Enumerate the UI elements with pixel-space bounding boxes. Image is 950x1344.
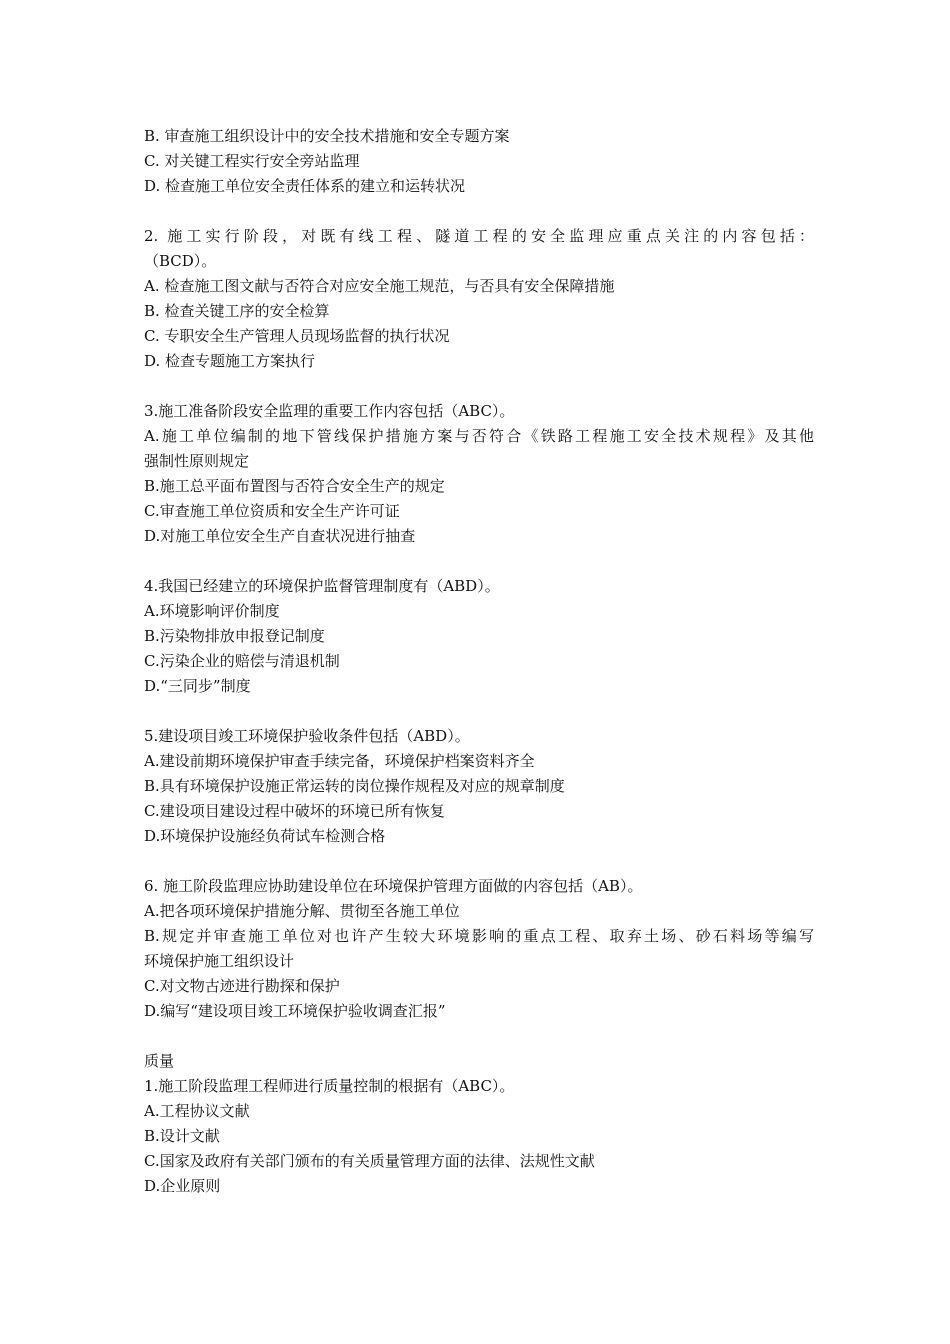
q5-option-b: B.具有环境保护设施正常运转的岗位操作规程及对应的规章制度 (144, 777, 565, 795)
q3-stem: 3.施工准备阶段安全监理的重要工作内容包括（ABC）。 (144, 402, 515, 420)
quality-q1-option-d: D.企业原则 (144, 1177, 221, 1195)
q2-option-d: D. 检查专题施工方案执行 (144, 352, 316, 370)
q3-option-c: C.审查施工单位资质和安全生产许可证 (144, 502, 400, 520)
q1-option-c: C. 对关键工程实行安全旁站监理 (144, 152, 360, 170)
q5-option-a: A.建设前期环境保护审查手续完备，环境保护档案资料齐全 (144, 752, 535, 770)
quality-q1-option-c: C.国家及政府有关部门颁布的有关质量管理方面的法律、法规性文献 (144, 1152, 595, 1170)
quality-q1-stem: 1.施工阶段监理工程师进行质量控制的根据有（ABC）。 (144, 1077, 515, 1095)
q1-option-b: B. 审查施工组织设计中的安全技术措施和安全专题方案 (144, 127, 510, 145)
quality-q1-option-b: B.设计文献 (144, 1127, 220, 1145)
q4-option-c: C.污染企业的赔偿与清退机制 (144, 652, 340, 670)
q2-stem-line2: （BCD）。 (144, 252, 217, 270)
q4-option-d: D.“三同步”制度 (144, 677, 251, 695)
q1-option-d: D. 检查施工单位安全责任体系的建立和运转状况 (144, 177, 466, 195)
q6-option-b-line2: 环境保护施工组织设计 (144, 952, 295, 970)
q6-option-c: C.对文物古迹进行勘探和保护 (144, 977, 340, 995)
q3-option-a-line1: A.施工单位编制的地下管线保护措施方案与否符合《铁路工程施工安全技术规程》及其他 (144, 427, 814, 445)
quality-q1-option-a: A.工程协议文献 (144, 1102, 250, 1120)
q3-option-a-line2: 强制性原则规定 (144, 452, 250, 470)
paragraph-gap (144, 699, 814, 724)
q2-option-b: B. 检查关键工序的安全检算 (144, 302, 330, 320)
q4-stem: 4.我国已经建立的环境保护监督管理制度有（ABD）。 (144, 577, 500, 595)
q6-stem: 6. 施工阶段监理应协助建设单位在环境保护管理方面做的内容包括（AB）。 (144, 877, 643, 895)
q6-option-b-line1: B.规定并审查施工单位对也许产生较大环境影响的重点工程、取弃土场、砂石料场等编写 (144, 927, 814, 945)
q5-stem: 5.建设项目竣工环境保护验收条件包括（ABD）。 (144, 727, 470, 745)
paragraph-gap (144, 1024, 814, 1049)
q6-option-d: D.编写“建设项目竣工环境保护验收调查汇报” (144, 1002, 446, 1020)
paragraph-gap (144, 549, 814, 574)
q2-option-a: A. 检查施工图文献与否符合对应安全施工规范，与否具有安全保障措施 (144, 277, 615, 295)
q6-option-a: A.把各项环境保护措施分解、贯彻至各施工单位 (144, 902, 460, 920)
section-heading-quality: 质量 (144, 1052, 175, 1070)
q3-option-d: D.对施工单位安全生产自查状况进行抽查 (144, 527, 416, 545)
q5-option-c: C.建设项目建设过程中破坏的环境已所有恢复 (144, 802, 445, 820)
paragraph-gap (144, 199, 814, 224)
paragraph-gap (144, 849, 814, 874)
q4-option-a: A.环境影响评价制度 (144, 602, 280, 620)
q3-option-b: B.施工总平面布置图与否符合安全生产的规定 (144, 477, 445, 495)
q4-option-b: B.污染物排放申报登记制度 (144, 627, 325, 645)
document-page (144, 124, 814, 1199)
q5-option-d: D.环境保护设施经负荷试车检测合格 (144, 827, 386, 845)
paragraph-gap (144, 374, 814, 399)
q2-option-c: C. 专职安全生产管理人员现场监督的执行状况 (144, 327, 450, 345)
q2-stem-line1: 2. 施工实行阶段，对既有线工程、隧道工程的安全监理应重点关注的内容包括： (144, 227, 814, 245)
